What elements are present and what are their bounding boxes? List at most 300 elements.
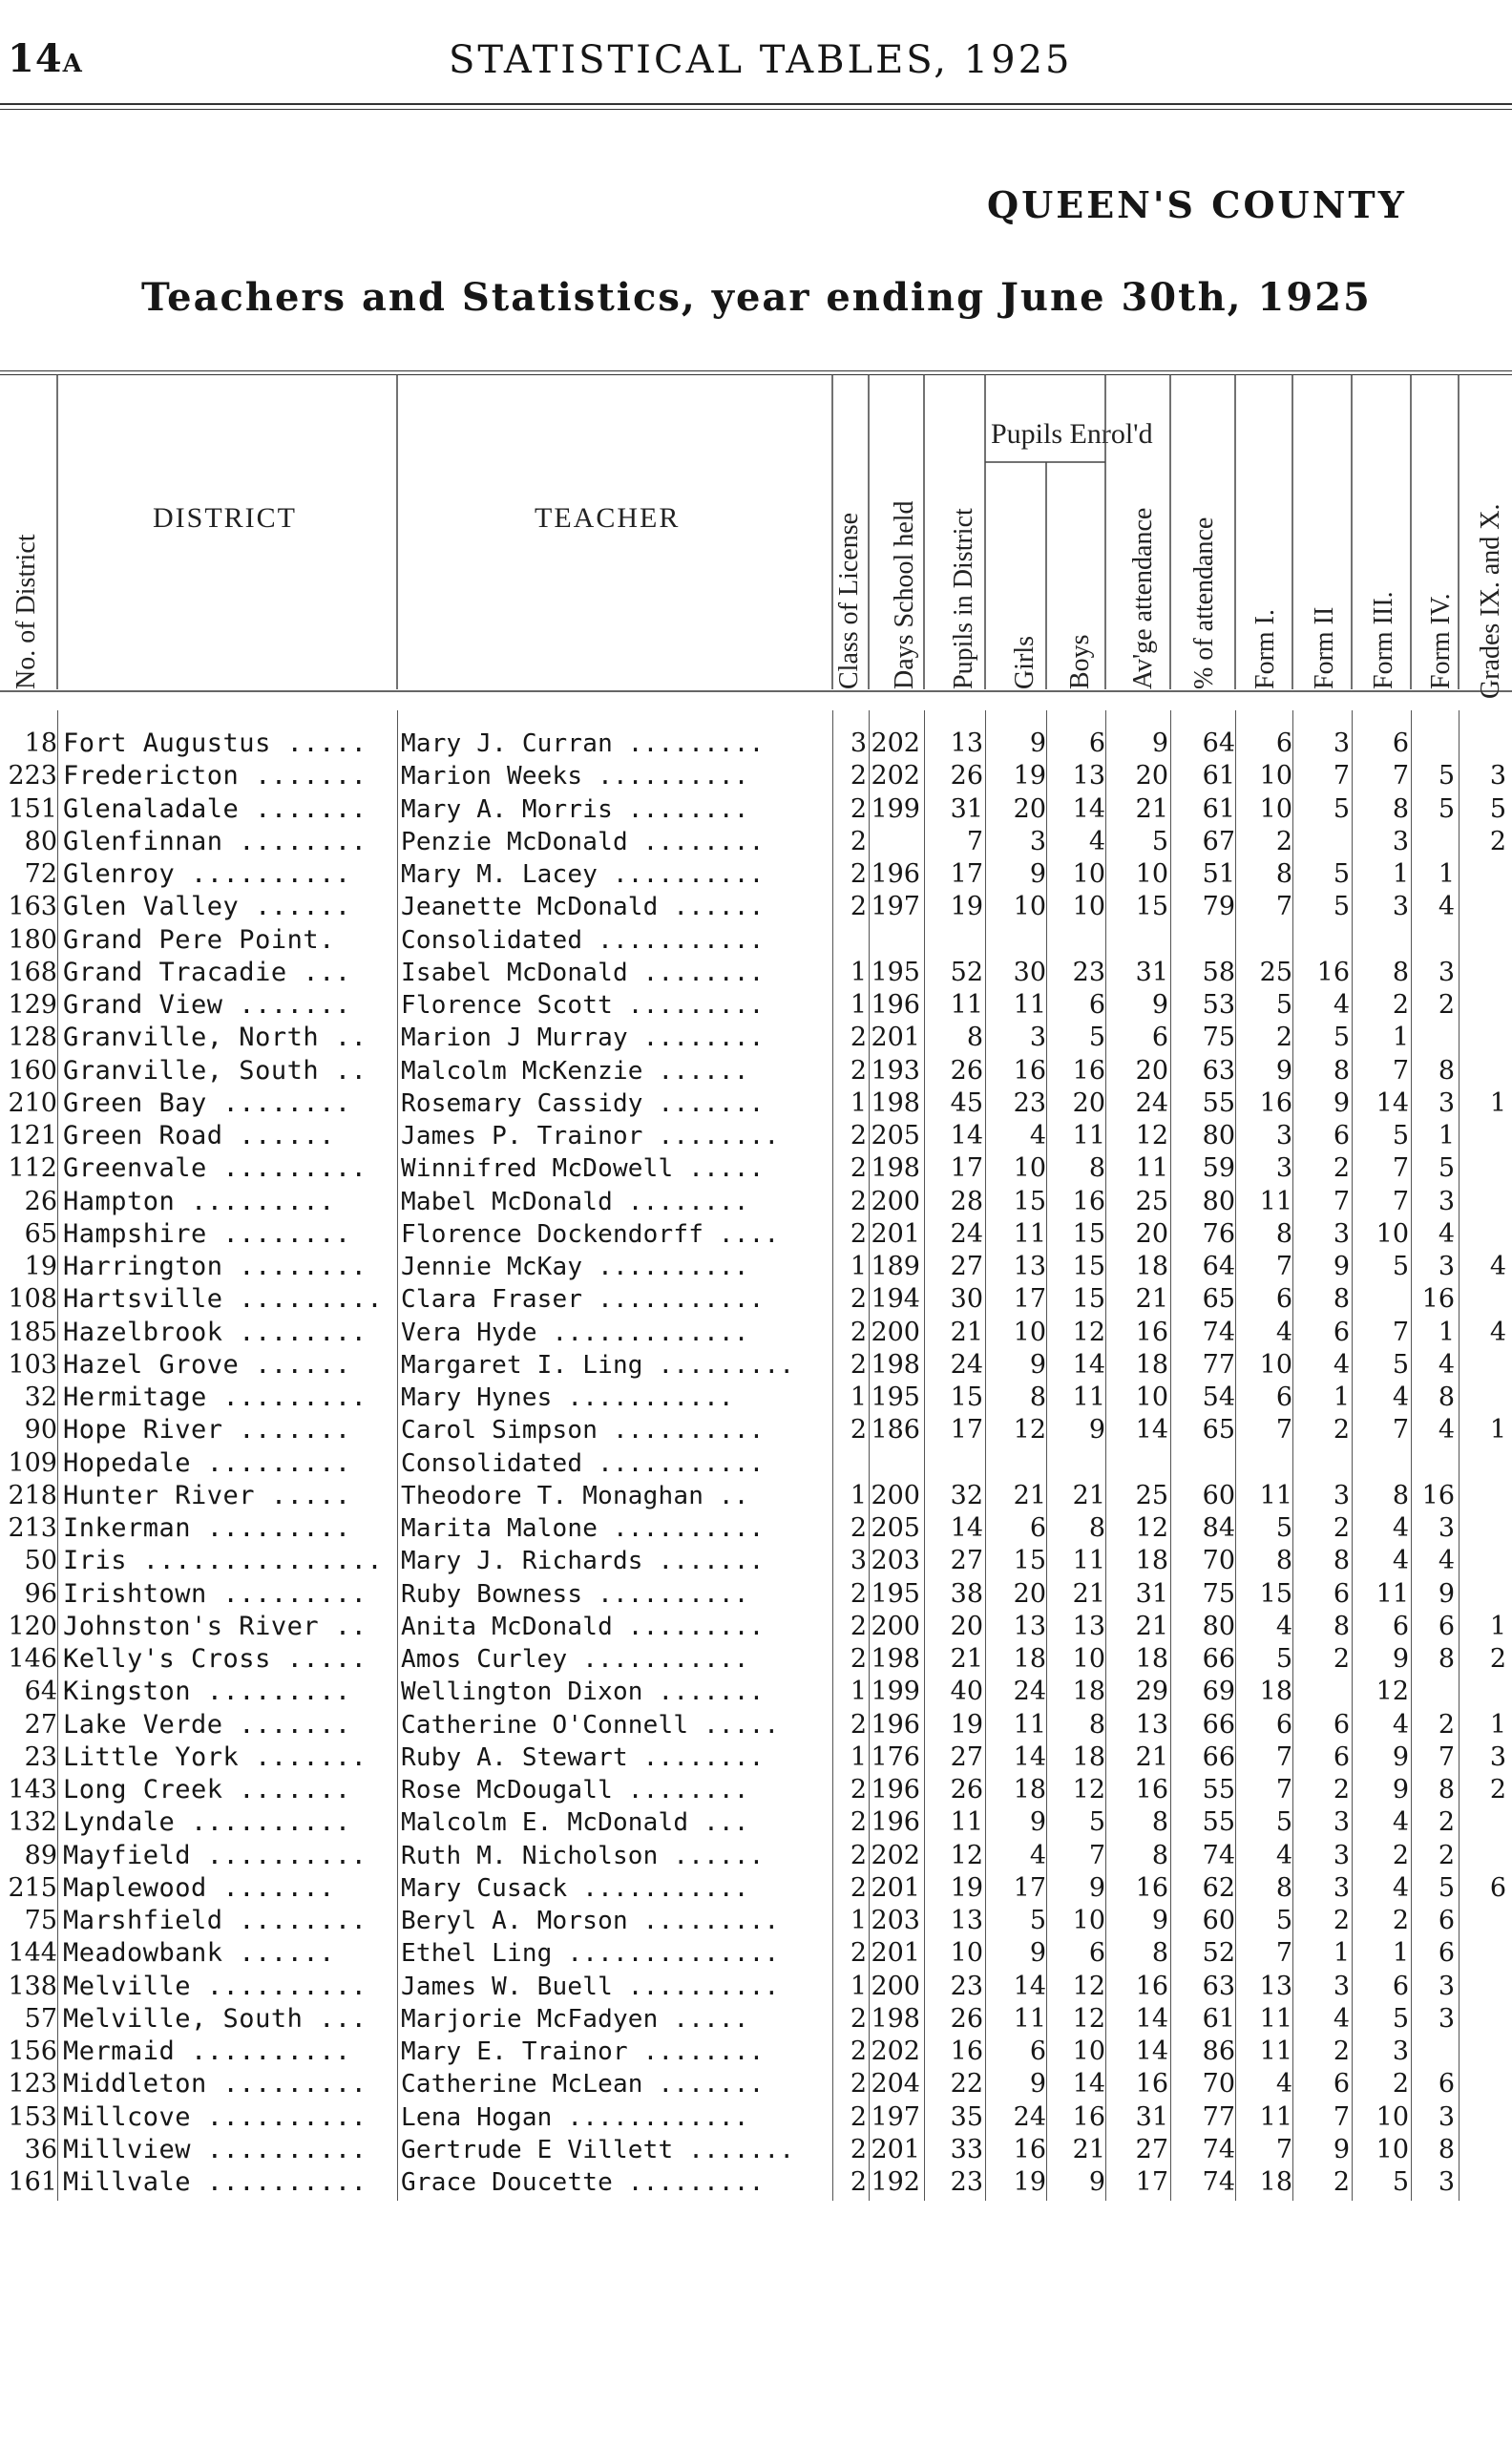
cell-form3: 1 — [1392, 1023, 1409, 1053]
cell-form2: 9 — [1333, 2134, 1350, 2164]
cell-days-school-held: 198 — [871, 1153, 920, 1184]
cell-form1: 7 — [1275, 1741, 1292, 1772]
cell-teacher-name: James W. Buell .......... — [401, 1972, 780, 2001]
cell-boys: 6 — [1088, 1938, 1105, 1969]
cell-teacher-name: Mary Cusack ........... — [401, 1873, 749, 1903]
cell-girls: 3 — [1029, 826, 1046, 856]
cell-girls: 6 — [1029, 1513, 1046, 1543]
cell-form1: 3 — [1275, 1121, 1292, 1150]
cell-girls: 18 — [1013, 1644, 1046, 1674]
cell-girls: 16 — [1013, 1055, 1046, 1086]
cell-girls: 8 — [1029, 1382, 1046, 1412]
cell-district-number: 103 — [8, 1349, 57, 1380]
cell-class-of-license: 3 — [850, 1546, 867, 1576]
cell-form3: 3 — [1392, 2036, 1409, 2066]
cell-teacher-name: Mary Hynes ........... — [401, 1383, 734, 1412]
cell-form3: 2 — [1392, 2069, 1409, 2100]
cell-pupils-in-district: 13 — [950, 1906, 983, 1935]
cell-district-number: 50 — [24, 1546, 57, 1576]
cell-form1: 11 — [1259, 1186, 1292, 1216]
cell-avge-attendance: 24 — [1135, 1087, 1168, 1118]
cell-teacher-name: Vera Hyde ............. — [401, 1318, 749, 1347]
cell-boys: 6 — [1088, 990, 1105, 1020]
table-row — [0, 957, 1512, 989]
cell-class-of-license: 2 — [850, 892, 867, 922]
cell-pct-attendance: 55 — [1202, 1775, 1235, 1804]
cell-teacher-name: Malcolm McKenzie ...... — [401, 1056, 749, 1086]
cell-pupils-in-district: 24 — [950, 1349, 983, 1380]
cell-avge-attendance — [1107, 924, 1168, 957]
cell-form1: 11 — [1259, 2101, 1292, 2132]
hdr-pct-attendance: % of attendance — [1189, 517, 1219, 689]
cell-teacher-name: Rosemary Cassidy ....... — [401, 1088, 765, 1118]
cell-grades9x — [1457, 1382, 1506, 1414]
cell-class-of-license: 2 — [850, 1284, 867, 1315]
cell-class-of-license: 2 — [850, 2101, 867, 2132]
cell-district-number: 64 — [24, 1677, 57, 1707]
cell-class-of-license: 1 — [850, 1741, 867, 1772]
cell-district-name: Hartsville ......... — [63, 1284, 384, 1315]
cell-form1: 7 — [1275, 2134, 1292, 2164]
cell-district-number: 210 — [8, 1087, 57, 1118]
column-rule — [985, 710, 986, 2201]
cell-form1: 18 — [1259, 1677, 1292, 1707]
cell-avge-attendance: 20 — [1135, 1055, 1168, 1086]
cell-girls: 20 — [1013, 1578, 1046, 1609]
cell-form1: 4 — [1275, 1317, 1292, 1347]
cell-boys: 11 — [1072, 1546, 1105, 1576]
cell-form4: 3 — [1438, 2101, 1455, 2132]
cell-class-of-license: 2 — [850, 2069, 867, 2100]
column-rule — [869, 710, 870, 2201]
cell-teacher-name: Gertrude E Villett ....... — [401, 2135, 795, 2164]
cell-days-school-held: 203 — [871, 1906, 920, 1935]
cell-avge-attendance: 11 — [1135, 1153, 1168, 1184]
column-rule — [1105, 710, 1106, 2201]
cell-form2: 7 — [1333, 2101, 1350, 2132]
cell-teacher-name: Lena Hogan ............ — [401, 2102, 749, 2132]
cell-boys: 20 — [1072, 1087, 1105, 1118]
cell-girls: 20 — [1013, 793, 1046, 824]
cell-district-number: 138 — [8, 1971, 57, 2001]
cell-district-name: Marshfield ........ — [63, 1906, 368, 1935]
cell-pupils-in-district: 22 — [950, 2069, 983, 2100]
cell-form1: 5 — [1275, 1513, 1292, 1543]
cell-pupils-in-district: 14 — [950, 1513, 983, 1543]
cell-avge-attendance: 16 — [1135, 2069, 1168, 2100]
cell-form3: 14 — [1376, 1087, 1409, 1118]
cell-form3: 9 — [1392, 1741, 1409, 1772]
column-rule — [1352, 710, 1353, 2201]
cell-district-number: 151 — [8, 793, 57, 824]
cell-grades9x: 2 — [1489, 1775, 1506, 1804]
cell-form4 — [1413, 1447, 1455, 1480]
cell-district-number: 80 — [24, 826, 57, 856]
table-row — [0, 2134, 1512, 2166]
cell-form1: 13 — [1259, 1971, 1292, 2001]
cell-boys — [1050, 924, 1105, 957]
cell-class-of-license: 2 — [850, 1218, 867, 1249]
table-row — [0, 1055, 1512, 1087]
table-row — [0, 1611, 1512, 1643]
cell-teacher-name: Mary A. Morris ........ — [401, 794, 749, 824]
cell-pupils-in-district: 19 — [950, 1709, 983, 1740]
hdr-district: DISTRICT — [153, 502, 297, 534]
cell-district-name: Mermaid .......... — [63, 2036, 351, 2066]
cell-grades9x — [1457, 1578, 1506, 1611]
cell-class-of-license: 1 — [850, 1906, 867, 1935]
cell-district-name: Hampton ......... — [63, 1186, 335, 1216]
cell-form3: 1 — [1392, 1938, 1409, 1969]
cell-district-number: 129 — [8, 990, 57, 1020]
cell-class-of-license — [838, 924, 867, 957]
page-number-value: 14 — [8, 36, 63, 81]
table-row — [0, 2166, 1512, 2199]
cell-boys: 8 — [1088, 1513, 1105, 1543]
cell-pct-attendance: 76 — [1202, 1218, 1235, 1249]
cell-days-school-held: 205 — [871, 1121, 920, 1150]
cell-grades9x — [1457, 2068, 1506, 2100]
cell-girls: 11 — [1013, 990, 1046, 1020]
cell-grades9x — [1457, 1152, 1506, 1185]
cell-days-school-held: 200 — [871, 1480, 920, 1510]
cell-form4: 2 — [1438, 1807, 1455, 1838]
cell-days-school-held — [867, 924, 920, 957]
cell-days-school-held: 202 — [871, 1840, 920, 1870]
cell-grades9x — [1457, 2036, 1506, 2068]
cell-days-school-held: 197 — [871, 892, 920, 922]
cell-grades9x — [1457, 1971, 1506, 2003]
cell-district-name: Millview .......... — [63, 2134, 368, 2164]
cell-pct-attendance: 55 — [1202, 1087, 1235, 1118]
cell-form1: 6 — [1275, 728, 1292, 758]
cell-avge-attendance: 31 — [1135, 1578, 1168, 1609]
cell-pct-attendance: 61 — [1202, 793, 1235, 824]
cell-avge-attendance: 9 — [1151, 1906, 1168, 1935]
column-rule — [1046, 710, 1047, 2201]
cell-form3: 3 — [1392, 892, 1409, 922]
cell-district-name: Hope River ....... — [63, 1415, 351, 1446]
cell-form4 — [1413, 826, 1455, 858]
cell-district-number: 120 — [8, 1611, 57, 1641]
cell-form3: 2 — [1392, 1840, 1409, 1870]
cell-days-school-held — [867, 826, 920, 858]
cell-form2: 5 — [1333, 793, 1350, 824]
cell-district-number: 26 — [24, 1186, 57, 1216]
cell-pupils-in-district: 17 — [950, 1153, 983, 1184]
cell-form2: 7 — [1333, 1186, 1350, 1216]
cell-days-school-held: 200 — [871, 1971, 920, 2001]
cell-avge-attendance: 12 — [1135, 1513, 1168, 1543]
cell-boys: 9 — [1088, 1872, 1105, 1903]
cell-boys: 14 — [1072, 2069, 1105, 2100]
cell-district-name: Glenfinnan ........ — [63, 826, 368, 856]
cell-form3: 7 — [1392, 1317, 1409, 1347]
cell-form3: 9 — [1392, 1644, 1409, 1674]
cell-days-school-held: 201 — [871, 1938, 920, 1969]
cell-class-of-license: 2 — [850, 1578, 867, 1609]
cell-boys: 16 — [1072, 2101, 1105, 2132]
cell-grades9x — [1457, 1512, 1506, 1545]
cell-days-school-held: 196 — [871, 1807, 920, 1838]
cell-girls: 6 — [1029, 2036, 1046, 2066]
cell-boys: 12 — [1072, 1775, 1105, 1804]
cell-district-number: 75 — [24, 1906, 57, 1935]
cell-teacher-name: Penzie McDonald ........ — [401, 827, 765, 856]
cell-teacher-name: Amos Curley ........... — [401, 1645, 749, 1674]
cell-pct-attendance: 74 — [1202, 1840, 1235, 1870]
cell-days-school-held: 200 — [871, 1611, 920, 1641]
cell-days-school-held: 198 — [871, 1644, 920, 1674]
cell-girls: 9 — [1029, 2069, 1046, 2100]
cell-teacher-name: Margaret I. Ling ......... — [401, 1350, 795, 1380]
cell-avge-attendance: 18 — [1135, 1252, 1168, 1281]
cell-class-of-license: 2 — [850, 2003, 867, 2034]
cell-district-number: 109 — [8, 1447, 57, 1478]
cell-form3: 9 — [1392, 1775, 1409, 1804]
cell-district-name: Green Bay ........ — [63, 1087, 351, 1118]
cell-form2: 3 — [1333, 1807, 1350, 1838]
cell-form3: 7 — [1392, 1055, 1409, 1086]
hdr-form1: Form I. — [1250, 609, 1280, 689]
header-top-rule — [0, 370, 1512, 371]
cell-district-number: 72 — [24, 859, 57, 889]
cell-form4 — [1413, 2036, 1455, 2068]
cell-form1: 25 — [1259, 957, 1292, 987]
cell-boys: 5 — [1088, 1023, 1105, 1053]
cell-girls: 9 — [1029, 728, 1046, 758]
cell-avge-attendance: 20 — [1135, 761, 1168, 791]
cell-class-of-license: 2 — [850, 761, 867, 791]
cell-form3: 7 — [1392, 761, 1409, 791]
cell-teacher-name: Catherine McLean ....... — [401, 2070, 765, 2100]
cell-girls: 9 — [1029, 1938, 1046, 1969]
table-row — [0, 1349, 1512, 1382]
cell-grades9x — [1457, 858, 1506, 891]
cell-avge-attendance: 25 — [1135, 1480, 1168, 1510]
cell-form1: 6 — [1275, 1709, 1292, 1740]
cell-form1: 16 — [1259, 1087, 1292, 1118]
cell-district-number: 36 — [24, 2134, 57, 2164]
hdr-days-school-held: Days School held — [890, 500, 919, 689]
column-rule — [1235, 710, 1236, 2201]
cell-pct-attendance: 74 — [1202, 2167, 1235, 2197]
cell-form1: 8 — [1275, 1218, 1292, 1249]
cell-days-school-held: 195 — [871, 957, 920, 987]
cell-form4: 16 — [1421, 1480, 1455, 1510]
cell-class-of-license: 3 — [850, 728, 867, 758]
cell-pupils-in-district: 38 — [950, 1578, 983, 1609]
cell-pupils-in-district: 31 — [950, 793, 983, 824]
cell-form4: 3 — [1438, 2167, 1455, 2197]
cell-district-number: 132 — [8, 1807, 57, 1838]
cell-boys — [1050, 1447, 1105, 1480]
cell-pupils-in-district: 23 — [950, 2167, 983, 2197]
cell-district-number: 185 — [8, 1317, 57, 1347]
cell-class-of-license: 2 — [850, 1023, 867, 1053]
cell-class-of-license: 1 — [850, 1971, 867, 2001]
cell-class-of-license: 2 — [850, 1513, 867, 1543]
cell-form2: 2 — [1333, 1644, 1350, 1674]
cell-pct-attendance: 75 — [1202, 1023, 1235, 1053]
cell-class-of-license: 1 — [850, 957, 867, 987]
cell-form1: 4 — [1275, 2069, 1292, 2100]
cell-days-school-held: 195 — [871, 1578, 920, 1609]
cell-district-name: Lake Verde ....... — [63, 1709, 351, 1740]
cell-form2: 5 — [1333, 892, 1350, 922]
cell-pupils-in-district: 19 — [950, 892, 983, 922]
cell-form3: 5 — [1392, 1349, 1409, 1380]
cell-avge-attendance: 14 — [1135, 2036, 1168, 2066]
cell-form4: 6 — [1438, 2069, 1455, 2100]
cell-district-name: Millcove .......... — [63, 2101, 368, 2132]
cell-form2: 3 — [1333, 1872, 1350, 1903]
cell-pupils-in-district: 13 — [950, 728, 983, 758]
cell-grades9x — [1457, 1937, 1506, 1970]
cell-form4: 7 — [1438, 1741, 1455, 1772]
cell-grades9x — [1457, 1905, 1506, 1937]
column-rule — [1292, 710, 1293, 2201]
cell-district-name: Inkerman ......... — [63, 1513, 351, 1543]
table-row — [0, 2003, 1512, 2036]
cell-form1: 9 — [1275, 1055, 1292, 1086]
cell-district-name: Millvale .......... — [63, 2167, 368, 2197]
cell-district-name: Kelly's Cross ..... — [63, 1644, 368, 1674]
cell-grades9x: 1 — [1489, 1611, 1506, 1641]
cell-class-of-license: 2 — [850, 2036, 867, 2066]
cell-form4: 3 — [1438, 957, 1455, 987]
cell-form4: 4 — [1438, 892, 1455, 922]
cell-class-of-license: 2 — [850, 1938, 867, 1969]
cell-pct-attendance: 80 — [1202, 1121, 1235, 1150]
cell-form1: 8 — [1275, 1546, 1292, 1576]
hdr-pupils-enrold: Pupils Enrol'd — [991, 418, 1153, 450]
hdr-grades9x: Grades IX. and X. — [1476, 503, 1505, 699]
cell-form2: 8 — [1333, 1546, 1350, 1576]
cell-form2: 6 — [1333, 1121, 1350, 1150]
cell-class-of-license: 2 — [850, 1644, 867, 1674]
cell-teacher-name: Marion J Murray ........ — [401, 1024, 765, 1053]
cell-class-of-license: 2 — [850, 1349, 867, 1380]
cell-district-number: 218 — [8, 1480, 57, 1510]
cell-form2: 9 — [1333, 1252, 1350, 1281]
cell-pct-attendance — [1172, 924, 1235, 957]
hdr-boys: Boys — [1065, 634, 1095, 689]
cell-teacher-name: Mary E. Trainor ........ — [401, 2037, 765, 2066]
cell-form4: 3 — [1438, 1513, 1455, 1543]
cell-district-name: Grand View ....... — [63, 990, 351, 1020]
cell-district-name: Grand Pere Point. — [63, 924, 335, 955]
table-row — [0, 1643, 1512, 1676]
cell-grades9x: 6 — [1489, 1872, 1506, 1903]
table-row — [0, 1218, 1512, 1251]
cell-pct-attendance: 65 — [1202, 1284, 1235, 1315]
cell-form2: 5 — [1333, 1023, 1350, 1053]
cell-avge-attendance: 21 — [1135, 793, 1168, 824]
table-row — [0, 1512, 1512, 1545]
cell-form4: 1 — [1438, 1317, 1455, 1347]
cell-form1: 15 — [1259, 1578, 1292, 1609]
cell-days-school-held: 196 — [871, 990, 920, 1020]
cell-girls: 3 — [1029, 1023, 1046, 1053]
table-row — [0, 2036, 1512, 2068]
cell-form4: 8 — [1438, 1382, 1455, 1412]
cell-avge-attendance: 5 — [1151, 826, 1168, 856]
cell-pupils-in-district: 12 — [950, 1840, 983, 1870]
cell-pupils-in-district: 23 — [950, 1971, 983, 2001]
cell-girls: 11 — [1013, 1709, 1046, 1740]
cell-grades9x: 2 — [1489, 1644, 1506, 1674]
cell-form1: 8 — [1275, 1872, 1292, 1903]
cell-days-school-held: 205 — [871, 1513, 920, 1543]
cell-teacher-name: Catherine O'Connell ..... — [401, 1710, 780, 1740]
cell-teacher-name: Consolidated ........... — [401, 925, 765, 955]
cell-form4: 1 — [1438, 859, 1455, 889]
cell-pupils-in-district: 27 — [950, 1252, 983, 1281]
cell-form1: 4 — [1275, 1840, 1292, 1870]
cell-boys: 13 — [1072, 761, 1105, 791]
cell-district-number: 146 — [8, 1644, 57, 1674]
cell-avge-attendance: 8 — [1151, 1840, 1168, 1870]
table-row — [0, 1087, 1512, 1120]
cell-form2: 6 — [1333, 1317, 1350, 1347]
cell-boys: 14 — [1072, 1349, 1105, 1380]
cell-boys: 14 — [1072, 793, 1105, 824]
cell-pct-attendance: 66 — [1202, 1644, 1235, 1674]
cell-pupils-in-district — [924, 924, 983, 957]
cell-teacher-name: Carol Simpson .......... — [401, 1416, 765, 1446]
cell-teacher-name: Mary M. Lacey .......... — [401, 860, 765, 889]
cell-girls: 10 — [1013, 1153, 1046, 1184]
cell-form2: 1 — [1333, 1938, 1350, 1969]
cell-girls: 9 — [1029, 1349, 1046, 1380]
cell-grades9x: 1 — [1489, 1709, 1506, 1740]
cell-district-name: Meadowbank ...... — [63, 1938, 335, 1969]
cell-grades9x — [1457, 924, 1506, 957]
cell-district-name: Maplewood ....... — [63, 1872, 335, 1903]
cell-avge-attendance: 31 — [1135, 957, 1168, 987]
cell-days-school-held: 196 — [871, 1775, 920, 1804]
cell-boys: 11 — [1072, 1121, 1105, 1150]
cell-form1: 3 — [1275, 1153, 1292, 1184]
cell-pct-attendance: 70 — [1202, 1546, 1235, 1576]
cell-pupils-in-district: 17 — [950, 1415, 983, 1446]
cell-class-of-license: 1 — [850, 1480, 867, 1510]
cell-grades9x — [1457, 1447, 1506, 1480]
cell-girls — [987, 1447, 1046, 1480]
cell-district-number: 27 — [24, 1709, 57, 1740]
table-row — [0, 1120, 1512, 1152]
cell-district-number: 32 — [24, 1382, 57, 1412]
cell-girls: 30 — [1013, 957, 1046, 987]
cell-pct-attendance: 77 — [1202, 2101, 1235, 2132]
cell-form3: 5 — [1392, 1121, 1409, 1150]
cell-teacher-name: Winnifred McDowell ..... — [401, 1154, 765, 1184]
cell-teacher-name: Jennie McKay .......... — [401, 1253, 749, 1281]
cell-grades9x: 3 — [1489, 1741, 1506, 1772]
cell-district-name: Johnston's River .. — [63, 1611, 368, 1641]
cell-class-of-license — [838, 1447, 867, 1480]
cell-girls: 14 — [1013, 1741, 1046, 1772]
cell-avge-attendance: 16 — [1135, 1872, 1168, 1903]
cell-district-number: 180 — [8, 924, 57, 955]
cell-pupils-in-district: 19 — [950, 1872, 983, 1903]
cell-form2: 6 — [1333, 2069, 1350, 2100]
cell-form1: 10 — [1259, 793, 1292, 824]
cell-teacher-name: Marita Malone .......... — [401, 1514, 765, 1543]
cell-pct-attendance: 58 — [1202, 957, 1235, 987]
cell-pupils-in-district: 40 — [950, 1677, 983, 1707]
